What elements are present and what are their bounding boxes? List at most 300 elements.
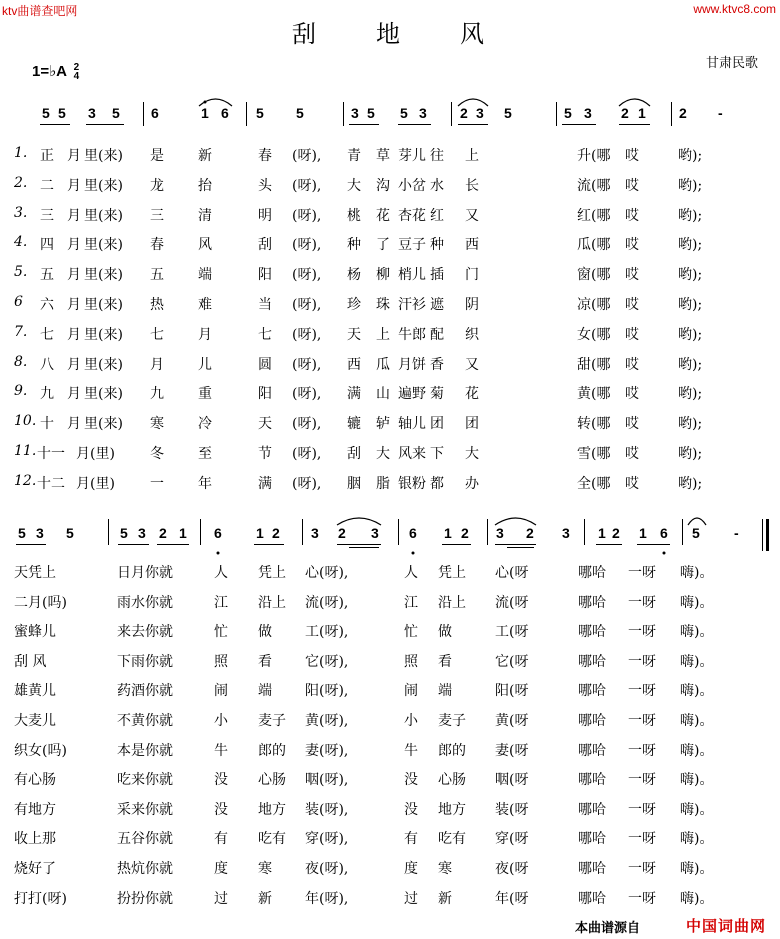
lyric-word: 杏花 bbox=[398, 207, 426, 224]
note2-6: 1 bbox=[179, 525, 187, 541]
lyric-word: 五 bbox=[150, 267, 164, 284]
lyric-word: 小岔 bbox=[398, 177, 426, 194]
lyric-word: 种 bbox=[347, 237, 361, 254]
lyric-word: 红(哪 bbox=[577, 207, 611, 224]
lyric2-word: 雄黄儿 bbox=[14, 683, 56, 700]
note2-9: 2 bbox=[272, 525, 280, 541]
note-19: 1 bbox=[638, 105, 646, 121]
lyric2-word: 年(呀 bbox=[495, 890, 529, 907]
lyric-word: 往 bbox=[430, 148, 444, 164]
lyric2-word: 工(呀 bbox=[495, 624, 529, 641]
lyric-word: 十 bbox=[40, 416, 54, 433]
lyric2-word: 黄(呀 bbox=[495, 713, 529, 729]
lyric2-word: 热炕你就 bbox=[117, 861, 173, 877]
verse2-row-5 bbox=[0, 680, 780, 700]
lyric2-word: 天凭上 bbox=[14, 565, 56, 581]
lyric2-word: 一呀 bbox=[628, 713, 656, 729]
lyric-word: 新 bbox=[198, 148, 212, 164]
lyric-word: 女(哪 bbox=[577, 326, 611, 343]
song-title: 刮地风 bbox=[292, 20, 544, 48]
lyric2-word: 寒 bbox=[258, 861, 272, 877]
lyric2-word: 工(呀), bbox=[305, 624, 349, 641]
note2-4: 3 bbox=[138, 525, 146, 541]
lyric-word: 里(来) bbox=[84, 297, 123, 313]
lyric-word: 上 bbox=[465, 148, 479, 164]
lyric2-word: 一呀 bbox=[628, 624, 656, 641]
lyric2-word: 小 bbox=[404, 713, 418, 729]
lyric2-word: 夜(呀 bbox=[495, 861, 529, 877]
lyric2-word: 装(呀), bbox=[305, 801, 349, 818]
lyric2-word: 端 bbox=[438, 683, 452, 700]
lyric2-word: 照 bbox=[214, 653, 228, 670]
lyric2-word: 吃有 bbox=[258, 831, 286, 848]
lyric-word: 胭 bbox=[347, 475, 361, 492]
lyric2-word: 嗨)。 bbox=[680, 831, 714, 848]
lyric-word: 龙 bbox=[150, 177, 164, 194]
lyric-word: 黄(哪 bbox=[577, 386, 611, 403]
lyric2-word: 哪哈 bbox=[578, 742, 606, 759]
lyric2-word: 嗨)。 bbox=[680, 861, 714, 877]
octave-dot-low-1 bbox=[412, 552, 415, 555]
lyric-word: 月 bbox=[67, 356, 81, 373]
note2-14: 1 bbox=[444, 525, 452, 541]
lyric-word: 四 bbox=[40, 237, 54, 254]
note2-3: 5 bbox=[120, 525, 128, 541]
verse-row-11 bbox=[0, 443, 780, 463]
verse2-row-2 bbox=[0, 592, 780, 612]
note2-22: 6 bbox=[660, 525, 668, 541]
lyric2-word: 哪哈 bbox=[578, 772, 606, 789]
lyric-word: 哎 bbox=[625, 267, 639, 284]
lyric-word: 九 bbox=[150, 386, 164, 403]
lyric-word: 办 bbox=[465, 475, 479, 492]
verse-number: 4. bbox=[14, 234, 28, 251]
lyric2-word: 有 bbox=[214, 831, 228, 848]
lyric2-word: 雨水你就 bbox=[117, 594, 173, 611]
lyric-word: 哟); bbox=[678, 386, 703, 403]
lyric2-word: 没 bbox=[404, 801, 418, 818]
note-8: 5 bbox=[296, 105, 304, 121]
notation-marks-1 bbox=[0, 100, 780, 140]
lyric2-word: 沿上 bbox=[258, 594, 286, 611]
lyric-word: 二 bbox=[40, 177, 54, 194]
lyric-word: 银粉 bbox=[398, 475, 426, 492]
lyric-word: 瓜 bbox=[376, 356, 390, 373]
lyric-word: 冬 bbox=[150, 446, 164, 462]
lyric2-word: 心肠 bbox=[438, 772, 466, 789]
lyric-word: 风 bbox=[198, 237, 212, 254]
slur2-0 bbox=[337, 518, 381, 525]
verse-row-6 bbox=[0, 294, 780, 314]
lyric2-word: 过 bbox=[404, 890, 418, 907]
lyric-word: 十一 bbox=[37, 446, 65, 462]
lyric2-word: 江 bbox=[404, 594, 418, 611]
note-13: 2 bbox=[460, 105, 468, 121]
lyric2-word: 流(呀), bbox=[305, 594, 349, 611]
lyric-word: 长 bbox=[465, 177, 479, 194]
lyric2-word: 度 bbox=[214, 861, 228, 877]
note-9: 3 bbox=[351, 105, 359, 121]
note-3: 5 bbox=[112, 105, 120, 121]
note2-10: 3 bbox=[311, 525, 319, 541]
lyric-word: 花 bbox=[376, 207, 390, 224]
lyric2-word: 做 bbox=[258, 624, 272, 641]
lyric-word: 难 bbox=[198, 297, 212, 313]
lyric-word: 八 bbox=[40, 356, 54, 373]
lyric2-word: 本是你就 bbox=[117, 742, 173, 759]
watermark-right: www.ktvc8.com bbox=[693, 2, 776, 16]
lyric2-word: 嗨)。 bbox=[680, 565, 714, 581]
note2-8: 1 bbox=[256, 525, 264, 541]
lyric-word: 哟); bbox=[678, 446, 703, 462]
lyric2-word: 五谷你就 bbox=[117, 831, 173, 848]
lyric2-word: 嗨)。 bbox=[680, 742, 714, 759]
lyric2-word: 牛 bbox=[404, 742, 418, 759]
lyric2-word: 看 bbox=[258, 653, 272, 670]
verse2-row-1 bbox=[0, 562, 780, 582]
lyric-word: 正 bbox=[40, 148, 54, 164]
lyric-word: 芽儿 bbox=[398, 148, 426, 164]
lyric2-word: 它(呀 bbox=[495, 653, 529, 670]
lyric-word: 月 bbox=[67, 416, 81, 433]
lyric-word: (呀), bbox=[292, 177, 322, 194]
lyric-word: 流(哪 bbox=[577, 177, 611, 194]
lyric-word: 一 bbox=[150, 475, 164, 492]
lyric2-word: 郎的 bbox=[438, 742, 466, 759]
lyric2-word: 咽(呀 bbox=[495, 772, 529, 789]
slur2-2 bbox=[688, 518, 706, 525]
lyric-word: 热 bbox=[150, 297, 164, 313]
note-7: 5 bbox=[256, 105, 264, 121]
lyric-word: 三 bbox=[150, 207, 164, 224]
lyric-word: (呀), bbox=[292, 148, 322, 164]
verse-number: 5. bbox=[14, 264, 28, 281]
lyric-word: 春 bbox=[150, 237, 164, 254]
lyric2-word: 麦子 bbox=[438, 713, 466, 729]
lyric2-word: 闹 bbox=[404, 683, 418, 700]
lyric-word: 春 bbox=[258, 148, 272, 164]
note2-11: 2 bbox=[338, 525, 346, 541]
verse-row-4 bbox=[0, 234, 780, 254]
slur-1 bbox=[458, 99, 488, 106]
lyric-word: 儿 bbox=[198, 356, 212, 373]
note2-1: 3 bbox=[36, 525, 44, 541]
lyric-word: 冷 bbox=[198, 416, 212, 433]
lyric2-word: 哪哈 bbox=[578, 624, 606, 641]
lyric-word: 上 bbox=[376, 326, 390, 343]
note-11: 5 bbox=[400, 105, 408, 121]
lyric-word: 哎 bbox=[625, 207, 639, 224]
lyric2-word: 心(呀 bbox=[495, 565, 529, 581]
note2-15: 2 bbox=[461, 525, 469, 541]
lyric2-word: 咽(呀), bbox=[305, 772, 349, 789]
verse2-row-4 bbox=[0, 651, 780, 671]
note2-13: 6 bbox=[409, 525, 417, 541]
lyric-word: 升(哪 bbox=[577, 148, 611, 164]
lyric-word: 月 bbox=[67, 297, 81, 313]
lyric-word: 圆 bbox=[258, 356, 272, 373]
lyric2-word: 一呀 bbox=[628, 594, 656, 611]
lyric2-word: 药酒你就 bbox=[117, 683, 173, 700]
lyric-word: 哟); bbox=[678, 177, 703, 194]
lyric-word: 月 bbox=[67, 148, 81, 164]
lyric-word: 插 bbox=[430, 267, 444, 284]
lyric-word: 哎 bbox=[625, 237, 639, 254]
time-signature-top: 2 bbox=[73, 62, 80, 74]
lyric-word: 月饼 bbox=[398, 356, 426, 373]
lyric-word: 沟 bbox=[376, 177, 390, 194]
lyric2-word: 一呀 bbox=[628, 742, 656, 759]
lyric2-word: 嗨)。 bbox=[680, 624, 714, 641]
lyric-word: 十二 bbox=[37, 475, 65, 492]
verse-number: 2. bbox=[14, 174, 28, 191]
verse-row-7 bbox=[0, 324, 780, 344]
lyric-word: 哎 bbox=[625, 446, 639, 462]
lyric-word: 至 bbox=[198, 446, 212, 462]
lyric-word: 月(里) bbox=[76, 475, 115, 492]
lyric2-word: 一呀 bbox=[628, 861, 656, 877]
lyric-word: 七 bbox=[40, 326, 54, 343]
lyric-word: 大 bbox=[347, 177, 361, 194]
slur2-1 bbox=[495, 518, 536, 525]
slur-2 bbox=[619, 99, 650, 106]
lyric-word: 遍野 bbox=[398, 386, 426, 403]
note2-20: 2 bbox=[612, 525, 620, 541]
watermark-left: ktv曲谱查吧网 bbox=[2, 4, 78, 18]
lyric2-word: 嗨)。 bbox=[680, 801, 714, 818]
lyric-word: (呀), bbox=[292, 475, 322, 492]
lyric2-word: 忙 bbox=[214, 624, 228, 641]
lyric2-word: 一呀 bbox=[628, 653, 656, 670]
lyric-word: 脂 bbox=[376, 475, 390, 492]
notation-line-1 bbox=[0, 100, 780, 140]
lyric2-word: 吃有 bbox=[438, 831, 466, 848]
lyric-word: 月 bbox=[67, 326, 81, 343]
lyric2-word: 吃来你就 bbox=[117, 772, 173, 789]
footer-site-name[interactable]: 中国词曲网 bbox=[686, 918, 767, 935]
lyric-word: (呀), bbox=[292, 267, 322, 284]
lyric2-word: 一呀 bbox=[628, 772, 656, 789]
lyric2-word: 流(呀 bbox=[495, 594, 529, 611]
lyric-word: 辘 bbox=[347, 416, 361, 433]
song-origin: 甘肃民歌 bbox=[706, 56, 759, 71]
lyric2-word: 它(呀), bbox=[305, 653, 349, 670]
note2-23: 5 bbox=[692, 525, 700, 541]
lyric-word: 哟); bbox=[678, 297, 703, 313]
lyric2-word: 新 bbox=[438, 890, 452, 907]
lyric-word: 珍 bbox=[347, 297, 361, 313]
lyric2-word: 嗨)。 bbox=[680, 713, 714, 729]
lyric-word: 满 bbox=[258, 475, 272, 492]
lyric-word: 织 bbox=[465, 326, 479, 343]
lyric2-word: 没 bbox=[214, 801, 228, 818]
lyric-word: 月 bbox=[67, 267, 81, 284]
lyric2-word: 一呀 bbox=[628, 565, 656, 581]
lyric2-word: 嗨)。 bbox=[680, 653, 714, 670]
lyric2-word: 不黄你就 bbox=[117, 713, 173, 729]
lyric2-word: 度 bbox=[404, 861, 418, 877]
lyric-word: 刮 bbox=[258, 237, 272, 254]
lyric2-word: 心肠 bbox=[258, 772, 286, 789]
lyric-word: 重 bbox=[198, 386, 212, 403]
lyric-word: 阳 bbox=[258, 267, 272, 284]
note-6: 6 bbox=[221, 105, 229, 121]
lyric-word: 哟); bbox=[678, 326, 703, 343]
lyric-word: 月 bbox=[67, 237, 81, 254]
lyric2-word: 夜(呀), bbox=[305, 861, 349, 877]
lyric-word: 桃 bbox=[347, 207, 361, 224]
lyric-word: 月(里) bbox=[76, 446, 115, 462]
lyric-word: 月 bbox=[67, 386, 81, 403]
lyric-word: 里(来) bbox=[84, 237, 123, 254]
lyric-word: 大 bbox=[376, 446, 390, 462]
lyric-word: 里(来) bbox=[84, 326, 123, 343]
lyric-word: 三 bbox=[40, 207, 54, 224]
verse-number: 8. bbox=[14, 353, 28, 370]
verse2-row-10 bbox=[0, 828, 780, 848]
lyric2-word: 嗨)。 bbox=[680, 890, 714, 907]
lyric-word: 里(来) bbox=[84, 416, 123, 433]
note2-18: 3 bbox=[562, 525, 570, 541]
verse-number: 11. bbox=[14, 443, 37, 459]
lyric-word: 种 bbox=[430, 237, 444, 254]
lyric-word: 大 bbox=[465, 446, 479, 462]
lyric2-word: 看 bbox=[438, 653, 452, 670]
lyric2-word: 嗨)。 bbox=[680, 594, 714, 611]
verse-row-8 bbox=[0, 354, 780, 374]
verse2-row-3 bbox=[0, 621, 780, 641]
lyric2-word: 人 bbox=[404, 565, 418, 581]
lyric-word: (呀), bbox=[292, 356, 322, 373]
footer-source-label: 本曲谱源自 bbox=[575, 920, 641, 935]
verse-number: 7. bbox=[14, 323, 28, 340]
note2-12: 3 bbox=[371, 525, 379, 541]
lyric-word: 雪(哪 bbox=[577, 446, 611, 462]
lyric2-word: 来去你就 bbox=[117, 624, 173, 641]
verse-row-3 bbox=[0, 205, 780, 225]
lyric2-word: 妻(呀 bbox=[495, 742, 529, 759]
verse-row-10 bbox=[0, 413, 780, 433]
verse-number: 6 bbox=[14, 294, 23, 310]
lyric2-word: 哪哈 bbox=[578, 653, 606, 670]
lyric-word: 月 bbox=[67, 207, 81, 224]
lyric2-word: 哪哈 bbox=[578, 831, 606, 848]
lyric-word: 汗衫 bbox=[398, 297, 426, 313]
note2-5: 2 bbox=[159, 525, 167, 541]
lyric-word: 花 bbox=[465, 386, 479, 403]
lyric2-word: 没 bbox=[214, 772, 228, 789]
lyric-word: 明 bbox=[258, 207, 272, 224]
note-18: 2 bbox=[621, 105, 629, 121]
lyric-word: 七 bbox=[258, 326, 272, 343]
lyric-word: 当 bbox=[258, 297, 272, 313]
verse2-row-8 bbox=[0, 769, 780, 789]
verse-row-2 bbox=[0, 175, 780, 195]
lyric2-word: 大麦儿 bbox=[14, 713, 56, 729]
verse-number: 1. bbox=[14, 145, 28, 161]
lyric2-word: 下雨你就 bbox=[117, 653, 173, 670]
lyric2-word: 哪哈 bbox=[578, 565, 606, 581]
lyric2-word: 地方 bbox=[438, 801, 466, 818]
lyric-word: 牛郎 bbox=[398, 326, 426, 343]
lyric-word: 哟); bbox=[678, 207, 703, 224]
lyric2-word: 哪哈 bbox=[578, 890, 606, 907]
lyric2-word: 打打(呀) bbox=[14, 890, 67, 907]
note-21: - bbox=[718, 105, 723, 121]
lyric-word: 梢儿 bbox=[398, 267, 426, 284]
lyric-word: 水 bbox=[430, 177, 444, 194]
lyric2-word: 一呀 bbox=[628, 890, 656, 907]
octave-dot-low-0 bbox=[217, 552, 220, 555]
lyric-word: 香 bbox=[430, 356, 444, 373]
key-signature-text: 1=♭A bbox=[32, 63, 67, 80]
lyric2-word: 一呀 bbox=[628, 801, 656, 818]
lyric-word: 哎 bbox=[625, 297, 639, 313]
lyric-word: 凉(哪 bbox=[577, 297, 611, 313]
lyric2-word: 扮扮你就 bbox=[117, 890, 173, 907]
lyric-word: 年 bbox=[198, 475, 212, 492]
lyric-word: 月 bbox=[198, 326, 212, 343]
note-17: 3 bbox=[584, 105, 592, 121]
lyric-word: 哟); bbox=[678, 237, 703, 254]
lyric-word: 哟); bbox=[678, 356, 703, 373]
lyric2-word: 蜜蜂儿 bbox=[14, 624, 56, 641]
lyric2-word: 有 bbox=[404, 831, 418, 848]
note-5: 1 bbox=[201, 105, 209, 121]
lyric2-word: 地方 bbox=[258, 801, 286, 818]
verse-row-9 bbox=[0, 383, 780, 403]
lyric-word: 七 bbox=[150, 326, 164, 343]
lyric-word: 柳 bbox=[376, 267, 390, 284]
lyric-word: 珠 bbox=[376, 297, 390, 313]
lyric-word: 哎 bbox=[625, 177, 639, 194]
lyric-word: 里(来) bbox=[84, 207, 123, 224]
lyric2-word: 有心肠 bbox=[14, 772, 56, 789]
lyric-word: 里(来) bbox=[84, 267, 123, 284]
note-14: 3 bbox=[476, 105, 484, 121]
verse-number: 9. bbox=[14, 383, 28, 400]
lyric-word: 抬 bbox=[198, 177, 212, 194]
verse-number: 12. bbox=[14, 472, 37, 489]
lyric-word: 全(哪 bbox=[577, 475, 611, 492]
lyric2-word: 凭上 bbox=[258, 565, 286, 581]
note-1: 5 bbox=[58, 105, 66, 121]
lyric2-word: 做 bbox=[438, 624, 452, 641]
key-signature bbox=[32, 62, 79, 81]
lyric2-word: 烧好了 bbox=[14, 861, 56, 877]
lyric2-word: 织女(吗) bbox=[14, 742, 67, 759]
lyric-word: 月 bbox=[150, 356, 164, 373]
note-20: 2 bbox=[679, 105, 687, 121]
note-15: 5 bbox=[504, 105, 512, 121]
lyric-word: 里(来) bbox=[84, 177, 123, 194]
lyric-word: 阴 bbox=[465, 297, 479, 313]
lyric-word: 六 bbox=[40, 297, 54, 313]
lyric-word: 山 bbox=[376, 386, 390, 403]
verse2-row-7 bbox=[0, 740, 780, 760]
lyric-word: 风来 bbox=[398, 446, 426, 462]
lyric-word: 团 bbox=[465, 416, 479, 433]
lyric2-word: 嗨)。 bbox=[680, 772, 714, 789]
lyric-word: 瓜(哪 bbox=[577, 237, 611, 254]
lyric2-word: 有地方 bbox=[14, 801, 56, 818]
lyric2-word: 阳(呀), bbox=[305, 683, 349, 700]
note-2: 3 bbox=[88, 105, 96, 121]
time-signature bbox=[74, 63, 80, 81]
lyric-word: 轴儿 bbox=[398, 416, 426, 433]
lyric-word: 了 bbox=[376, 237, 390, 254]
note2-0: 5 bbox=[18, 525, 26, 541]
